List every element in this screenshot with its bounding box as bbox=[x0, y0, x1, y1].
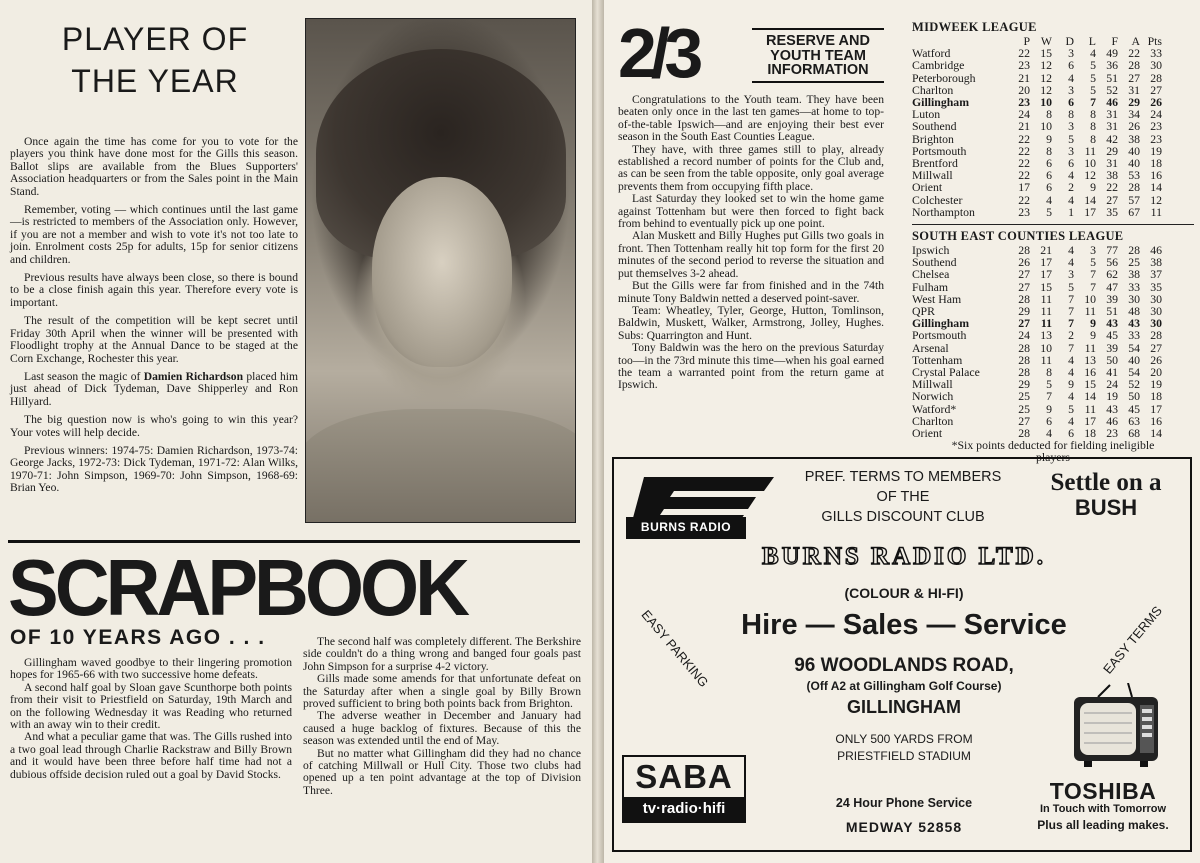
stat-cell: 3 bbox=[1068, 267, 1074, 282]
stat-cell: 5 bbox=[1068, 131, 1074, 146]
stat-cell: 17 bbox=[1018, 180, 1030, 195]
stat-cell: 16 bbox=[1084, 365, 1096, 380]
stat-cell: 17 bbox=[1040, 255, 1052, 270]
stat-cell: 50 bbox=[1128, 389, 1140, 404]
stat-cell: 26 bbox=[1150, 95, 1162, 110]
stat-cell: 31 bbox=[1106, 156, 1118, 171]
scrapbook-subtitle: OF 10 YEARS AGO . . . bbox=[10, 626, 266, 649]
sec-row bbox=[912, 329, 1162, 341]
stat-cell: 27 bbox=[1106, 192, 1118, 207]
stat-cell: 2 bbox=[1068, 180, 1074, 195]
company-name: BURNS RADIO LTD. bbox=[762, 543, 1046, 570]
stat-cell: 5 bbox=[1090, 82, 1096, 97]
stat-cell: 10 bbox=[1040, 95, 1052, 110]
stat-cell: 22 bbox=[1018, 143, 1030, 158]
scrapbook-col1: Gillingham waved goodbye to their lingering promotion hopes for 1965-66 with two successive home defeats. A second half goal by Sloan gave Scunthorpe both points from their visit to Priestfield on Saturday, 19th March and on the following Wednesday it was Reading who returned with an away win to their credit. And what a peculiar game that was. The Gills rushed into a two goal lead through Charlie Rackstraw and Billy Brown and it would have been three before half time had not a dubious offside decision ruled out a goal by David Stocks. bbox=[10, 656, 292, 781]
stat-cell: 30 bbox=[1150, 58, 1162, 73]
stat-cell: 14 bbox=[1150, 426, 1162, 441]
stat-cell: 23 bbox=[1018, 95, 1030, 110]
stat-cell: 11 bbox=[1040, 352, 1052, 367]
team-name: West Ham bbox=[912, 291, 962, 306]
stat-cell: 9 bbox=[1046, 131, 1052, 146]
team-name: Watford bbox=[912, 46, 951, 61]
sec-row bbox=[912, 268, 1162, 280]
team-name: Watford* bbox=[912, 401, 957, 416]
stat-cell: 21 bbox=[1040, 243, 1052, 258]
stat-cell: 27 bbox=[1150, 340, 1162, 355]
team-name: Northampton bbox=[912, 204, 975, 219]
stat-cell: 7 bbox=[1068, 291, 1074, 306]
stat-cell: 77 bbox=[1106, 243, 1118, 258]
midweek-row bbox=[912, 59, 1162, 71]
stat-cell: 28 bbox=[1018, 365, 1030, 380]
stat-cell: 35 bbox=[1150, 279, 1162, 294]
stat-cell: 30 bbox=[1150, 291, 1162, 306]
off-a2: (Off A2 at Gillingham Golf Course) bbox=[806, 679, 1002, 693]
page-section-number: 2/3 bbox=[618, 22, 698, 88]
stat-cell: 46 bbox=[1106, 413, 1118, 428]
stat-cell: 24 bbox=[1150, 107, 1162, 122]
stat-cell: 7 bbox=[1068, 304, 1074, 319]
hire-sales-service: Hire — Sales — Service bbox=[741, 609, 1067, 641]
stat-cell: 22 bbox=[1018, 131, 1030, 146]
tv-icon bbox=[1072, 683, 1160, 769]
stat-cell: 12 bbox=[1040, 58, 1052, 73]
stat-cell: 29 bbox=[1106, 143, 1118, 158]
team-name: Orient bbox=[912, 426, 943, 441]
column-header: D bbox=[1065, 34, 1074, 48]
stat-cell: 10 bbox=[1040, 340, 1052, 355]
team-name: Orient bbox=[912, 180, 943, 195]
stat-cell: 8 bbox=[1090, 131, 1096, 146]
stat-cell: 45 bbox=[1106, 328, 1118, 343]
player-title: PLAYER OF THE YEAR bbox=[61, 21, 249, 99]
stat-cell: 40 bbox=[1128, 143, 1140, 158]
stat-cell: 8 bbox=[1090, 119, 1096, 134]
team-name: QPR bbox=[912, 304, 935, 319]
stat-cell: 9 bbox=[1090, 328, 1096, 343]
stat-cell: 29 bbox=[1128, 95, 1140, 110]
stat-cell: 14 bbox=[1084, 192, 1096, 207]
reserve-heading: RESERVE AND YOUTH TEAM INFORMATION bbox=[752, 28, 884, 83]
stat-cell: 9 bbox=[1090, 180, 1096, 195]
stat-cell: 22 bbox=[1018, 168, 1030, 183]
stat-cell: 21 bbox=[1018, 119, 1030, 134]
stat-cell: 29 bbox=[1018, 377, 1030, 392]
stat-cell: 23 bbox=[1150, 131, 1162, 146]
team-name: Tottenham bbox=[912, 352, 963, 367]
stat-cell: 42 bbox=[1106, 131, 1118, 146]
stat-cell: 57 bbox=[1128, 192, 1140, 207]
stat-cell: 11 bbox=[1040, 316, 1052, 331]
stat-cell: 3 bbox=[1068, 143, 1074, 158]
stat-cell: 7 bbox=[1046, 389, 1052, 404]
stat-cell: 17 bbox=[1040, 267, 1052, 282]
stat-cell: 43 bbox=[1106, 316, 1118, 331]
scrapbook-col2: The second half was completely different. The Berkshire side couldn't do a thing wrong and banged four goals past John Simpson for a surprise 4-2 victory. Gills made some amends for that unfortunate defeat on the Saturday after when a single goal by Billy Brown proved sufficient to bring both points back from Brighton. The adverse weather in December and January had caused a huge backlog of fixtures. Because of this the season was extended until the end of May. But no matter what Gillingham did they had no chance of catching Millwall or Hull City. Those two clubs had opened up a ten point advantage at the top of Division Three. bbox=[303, 635, 581, 797]
stat-cell: 18 bbox=[1084, 426, 1096, 441]
stat-cell: 6 bbox=[1068, 426, 1074, 441]
stat-cell: 25 bbox=[1018, 401, 1030, 416]
stat-cell: 11 bbox=[1040, 291, 1052, 306]
stat-cell: 47 bbox=[1106, 279, 1118, 294]
stat-cell: 5 bbox=[1068, 401, 1074, 416]
column-header: W bbox=[1040, 34, 1052, 48]
stat-cell: 30 bbox=[1128, 291, 1140, 306]
stat-cell: 21 bbox=[1018, 70, 1030, 85]
stat-cell: 5 bbox=[1090, 58, 1096, 73]
stat-cell: 6 bbox=[1068, 95, 1074, 110]
stat-cell: 8 bbox=[1046, 365, 1052, 380]
stat-cell: 4 bbox=[1068, 70, 1074, 85]
stat-cell: 11 bbox=[1150, 204, 1162, 219]
team-name: Brentford bbox=[912, 156, 958, 171]
stat-cell: 49 bbox=[1106, 46, 1118, 61]
team-name: Brighton bbox=[912, 131, 954, 146]
column-header: P bbox=[1023, 34, 1030, 48]
stat-cell: 6 bbox=[1046, 156, 1052, 171]
stat-cell: 5 bbox=[1090, 255, 1096, 270]
stat-cell: 28 bbox=[1018, 426, 1030, 441]
toshiba-badge: TOSHIBA In Touch with Tomorrow Plus all leading makes. bbox=[1037, 778, 1169, 832]
sec-table bbox=[912, 244, 1162, 439]
column-header: A bbox=[1131, 34, 1140, 48]
stat-cell: 45 bbox=[1128, 401, 1140, 416]
stat-cell: 4 bbox=[1068, 389, 1074, 404]
stat-cell: 27 bbox=[1018, 267, 1030, 282]
stat-cell: 28 bbox=[1128, 58, 1140, 73]
stat-cell: 18 bbox=[1150, 389, 1162, 404]
address: 96 WOODLANDS ROAD, bbox=[794, 655, 1014, 676]
team-name: Southend bbox=[912, 255, 957, 270]
player-article: Once again the time has come for you to vote for the players you think have done most for the Gills this season. Ballot slips are available from the Blues Supporters' Association headquarters or from the Sales point in the Main Stand. Remember, voting — which continues until the last game—is restricted to members of the Association only. However, if you are not a member and wish to vote it's not too late to join. Enrolment costs 25p for adults, 15p for senior citizens and children. Previous results have always been close, so there is bound to be a close finish again this year. Therefore every vote is important. The result of the competition will be kept secret until Friday 30th April when the winner will be presented with Floodlight trophy at the Annual Dance to be staged at the Corn Exchange, Rochester this year. Last season the magic of Damien Richardson placed him just ahead of Dick Tydeman, Dave Shipperley and Ron Hillyard. The big question now is who's going to win this year? Your votes will help decide. Previous winners: 1974-75: Damien Richardson, 1973-74: George Jacks, 1972-73: Dick Tydeman, 1971-72: Alan Wilks, 1970-71: John Simpson, 1969-70: John Simpson, 1968-69: Brian Yeo. bbox=[10, 135, 298, 495]
team-name: Fulham bbox=[912, 279, 949, 294]
stat-cell: 27 bbox=[1128, 70, 1140, 85]
saba-logo: SABA tv·radio·hifi bbox=[622, 755, 746, 823]
team-name: Luton bbox=[912, 107, 941, 122]
stat-cell: 4 bbox=[1068, 365, 1074, 380]
stat-cell: 52 bbox=[1128, 377, 1140, 392]
stat-cell: 40 bbox=[1128, 156, 1140, 171]
stat-cell: 15 bbox=[1040, 279, 1052, 294]
stat-cell: 46 bbox=[1150, 243, 1162, 258]
stat-cell: 63 bbox=[1128, 413, 1140, 428]
colour-hifi: (COLOUR & HI-FI) bbox=[844, 585, 964, 601]
stat-cell: 11 bbox=[1084, 401, 1096, 416]
stat-cell: 16 bbox=[1150, 413, 1162, 428]
sec-row bbox=[912, 293, 1162, 305]
column-header: L bbox=[1088, 34, 1096, 48]
stat-cell: 43 bbox=[1106, 401, 1118, 416]
stat-cell: 1 bbox=[1068, 204, 1074, 219]
stat-cell: 51 bbox=[1106, 304, 1118, 319]
stat-cell: 6 bbox=[1046, 180, 1052, 195]
stat-cell: 25 bbox=[1128, 255, 1140, 270]
stat-cell: 36 bbox=[1106, 58, 1118, 73]
stat-cell: 54 bbox=[1128, 365, 1140, 380]
phone-service: 24 Hour Phone Service MEDWAY 52858 bbox=[835, 796, 973, 835]
stat-cell: 39 bbox=[1106, 291, 1118, 306]
team-name: Charlton bbox=[912, 413, 954, 428]
stat-cell: 52 bbox=[1106, 82, 1118, 97]
burns-logo: BURNS RADIO bbox=[624, 473, 784, 541]
stat-cell: 3 bbox=[1068, 119, 1074, 134]
stat-cell: 54 bbox=[1128, 340, 1140, 355]
stat-cell: 14 bbox=[1150, 180, 1162, 195]
column-header: F bbox=[1111, 34, 1118, 48]
midweek-row bbox=[912, 96, 1162, 108]
midweek-row bbox=[912, 133, 1162, 145]
stat-cell: 22 bbox=[1018, 46, 1030, 61]
stat-cell: 38 bbox=[1150, 255, 1162, 270]
stat-cell: 38 bbox=[1128, 131, 1140, 146]
stat-cell: 27 bbox=[1018, 413, 1030, 428]
stat-cell: 15 bbox=[1040, 46, 1052, 61]
stat-cell: 4 bbox=[1068, 243, 1074, 258]
team-name: Southend bbox=[912, 119, 957, 134]
stat-cell: 8 bbox=[1090, 107, 1096, 122]
stat-cell: 3 bbox=[1090, 243, 1096, 258]
stat-cell: 62 bbox=[1106, 267, 1118, 282]
stat-cell: 22 bbox=[1128, 46, 1140, 61]
left-page bbox=[0, 0, 592, 863]
team-name: Peterborough bbox=[912, 70, 976, 85]
stat-cell: 8 bbox=[1068, 107, 1074, 122]
stat-cell: 39 bbox=[1106, 340, 1118, 355]
scrapbook-title: SCRAPBOOK bbox=[8, 552, 467, 624]
stat-cell: 5 bbox=[1046, 204, 1052, 219]
stat-cell: 7 bbox=[1068, 340, 1074, 355]
stat-cell: 48 bbox=[1128, 304, 1140, 319]
stat-cell: 68 bbox=[1128, 426, 1140, 441]
stat-cell: 31 bbox=[1106, 119, 1118, 134]
stat-cell: 35 bbox=[1106, 204, 1118, 219]
right-page bbox=[604, 0, 1200, 863]
team-name: Charlton bbox=[912, 82, 954, 97]
stat-cell: 9 bbox=[1046, 401, 1052, 416]
stat-cell: 4 bbox=[1068, 413, 1074, 428]
stat-cell: 22 bbox=[1018, 192, 1030, 207]
stat-cell: 11 bbox=[1084, 304, 1096, 319]
stat-cell: 33 bbox=[1128, 328, 1140, 343]
stat-cell: 28 bbox=[1018, 243, 1030, 258]
stat-cell: 19 bbox=[1150, 143, 1162, 158]
spine bbox=[592, 0, 604, 863]
stat-cell: 8 bbox=[1046, 107, 1052, 122]
stat-cell: 25 bbox=[1018, 389, 1030, 404]
stat-cell: 13 bbox=[1084, 352, 1096, 367]
stat-cell: 24 bbox=[1018, 328, 1030, 343]
midweek-table bbox=[912, 35, 1162, 218]
stat-cell: 4 bbox=[1046, 426, 1052, 441]
stat-cell: 24 bbox=[1106, 377, 1118, 392]
stat-cell: 19 bbox=[1150, 377, 1162, 392]
stat-cell: 31 bbox=[1128, 82, 1140, 97]
stat-cell: 51 bbox=[1106, 70, 1118, 85]
team-name: Colchester bbox=[912, 192, 963, 207]
stat-cell: 50 bbox=[1106, 352, 1118, 367]
midweek-row bbox=[912, 206, 1162, 218]
easy-terms: EASY TERMS bbox=[1100, 603, 1166, 677]
midweek-row bbox=[912, 120, 1162, 132]
stat-cell: 7 bbox=[1090, 95, 1096, 110]
team-name: Arsenal bbox=[912, 340, 949, 355]
stat-cell: 7 bbox=[1068, 316, 1074, 331]
team-name: Chelsea bbox=[912, 267, 950, 282]
stat-cell: 53 bbox=[1128, 168, 1140, 183]
town: GILLINGHAM bbox=[847, 697, 961, 717]
stat-cell: 4 bbox=[1090, 46, 1096, 61]
stat-cell: 19 bbox=[1106, 389, 1118, 404]
stat-cell: 17 bbox=[1084, 413, 1096, 428]
stat-cell: 28 bbox=[1150, 328, 1162, 343]
sec-row bbox=[912, 415, 1162, 427]
stat-cell: 12 bbox=[1040, 70, 1052, 85]
stat-cell: 28 bbox=[1150, 70, 1162, 85]
footnote: *Six points deducted for fielding ineligible players bbox=[951, 438, 1155, 465]
stat-cell: 17 bbox=[1150, 401, 1162, 416]
bush-badge: Settle on a BUSH bbox=[1050, 469, 1162, 520]
stat-cell: 11 bbox=[1084, 340, 1096, 355]
stat-cell: 9 bbox=[1068, 377, 1074, 392]
stat-cell: 17 bbox=[1084, 204, 1096, 219]
stat-cell: 18 bbox=[1150, 156, 1162, 171]
team-name: Portsmouth bbox=[912, 143, 967, 158]
stat-cell: 6 bbox=[1046, 168, 1052, 183]
stat-cell: 24 bbox=[1018, 107, 1030, 122]
reserve-article: Congratulations to the Youth team. They have been beaten only once in the last ten games—at home to top-of-the-table Ipswich—and are enjoying their best ever season in the South East Counties League. They have, with three games still to play, already established a record number of points for the Club and, as can be seen from the table opposite, only goal average prevents them from occupying fifth place. Last Saturday they looked set to win the home game against Tottenham but were then forced to fight back from behind to eventually pick up one point. Alan Muskett and Billy Hughes put Gills two goals in front. Then Tottenham really hit top form for the first 20 minutes of the second period to reverse the situation and put themselves 3-2 ahead. But the Gills were far from finished and in the 74th minute Tony Baldwin netted a deserved point-saver. Team: Wheatley, Tyler, George, Hutton, Tomlinson, Baldwin, Muskett, Walker, Armstrong, Jolley, Hughes. Subs: Quarrington and Hunt. Tony Baldwin was the hero on the previous Saturday too—in the 73rd minute this time—when his goal earned the team a warranted point from the return game at Ipswich. bbox=[618, 93, 884, 392]
sec-row bbox=[912, 390, 1162, 402]
stat-cell: 23 bbox=[1018, 204, 1030, 219]
stat-cell: 26 bbox=[1150, 352, 1162, 367]
stat-cell: 6 bbox=[1046, 413, 1052, 428]
stat-cell: 28 bbox=[1018, 352, 1030, 367]
stat-cell: 33 bbox=[1150, 46, 1162, 61]
stat-cell: 10 bbox=[1084, 291, 1096, 306]
stat-cell: 4 bbox=[1068, 255, 1074, 270]
league-tables bbox=[912, 20, 1194, 463]
stat-cell: 11 bbox=[1084, 143, 1096, 158]
sec-title: SOUTH EAST COUNTIES LEAGUE bbox=[912, 224, 1194, 244]
stat-cell: 6 bbox=[1068, 58, 1074, 73]
sec-row bbox=[912, 256, 1162, 268]
stat-cell: 23 bbox=[1106, 426, 1118, 441]
stat-cell: 22 bbox=[1018, 156, 1030, 171]
stat-cell: 4 bbox=[1068, 192, 1074, 207]
team-name: Gillingham bbox=[912, 316, 970, 331]
team-name: Gillingham bbox=[912, 95, 970, 110]
stat-cell: 5 bbox=[1090, 70, 1096, 85]
stat-cell: 28 bbox=[1128, 180, 1140, 195]
stat-cell: 67 bbox=[1128, 204, 1140, 219]
stat-cell: 7 bbox=[1090, 279, 1096, 294]
stat-cell: 30 bbox=[1150, 304, 1162, 319]
stat-cell: 30 bbox=[1150, 316, 1162, 331]
stat-cell: 2 bbox=[1068, 328, 1074, 343]
stat-cell: 10 bbox=[1040, 119, 1052, 134]
stat-cell: 28 bbox=[1128, 243, 1140, 258]
easy-parking: EASY PARKING bbox=[638, 607, 712, 690]
player-photo bbox=[305, 18, 576, 523]
stat-cell: 28 bbox=[1018, 340, 1030, 355]
stat-cell: 29 bbox=[1018, 304, 1030, 319]
stat-cell: 33 bbox=[1128, 279, 1140, 294]
stat-cell: 4 bbox=[1068, 352, 1074, 367]
column-header: Pts bbox=[1147, 34, 1162, 48]
stat-cell: 12 bbox=[1084, 168, 1096, 183]
stat-cell: 5 bbox=[1046, 377, 1052, 392]
stat-cell: 4 bbox=[1046, 192, 1052, 207]
stat-cell: 37 bbox=[1150, 267, 1162, 282]
section-divider bbox=[8, 540, 580, 543]
stat-cell: 27 bbox=[1018, 279, 1030, 294]
stat-cell: 41 bbox=[1106, 365, 1118, 380]
stat-cell: 20 bbox=[1150, 365, 1162, 380]
stat-cell: 8 bbox=[1046, 143, 1052, 158]
team-name: Norwich bbox=[912, 389, 954, 404]
team-name: Millwall bbox=[912, 168, 953, 183]
stat-cell: 34 bbox=[1128, 107, 1140, 122]
stat-cell: 23 bbox=[1018, 58, 1030, 73]
stat-cell: 27 bbox=[1150, 82, 1162, 97]
stat-cell: 31 bbox=[1106, 107, 1118, 122]
midweek-row bbox=[912, 181, 1162, 193]
stat-cell: 14 bbox=[1084, 389, 1096, 404]
team-name: Ipswich bbox=[912, 243, 950, 258]
stat-cell: 16 bbox=[1150, 168, 1162, 183]
stat-cell: 43 bbox=[1128, 316, 1140, 331]
stat-cell: 5 bbox=[1068, 279, 1074, 294]
stat-cell: 23 bbox=[1150, 119, 1162, 134]
stat-cell: 38 bbox=[1106, 168, 1118, 183]
stat-cell: 46 bbox=[1106, 95, 1118, 110]
stat-cell: 56 bbox=[1106, 255, 1118, 270]
stat-cell: 3 bbox=[1068, 82, 1074, 97]
midweek-title: MIDWEEK LEAGUE bbox=[912, 20, 1037, 34]
stat-cell: 11 bbox=[1040, 304, 1052, 319]
stat-cell: 26 bbox=[1018, 255, 1030, 270]
only-500-yards: ONLY 500 YARDS FROM PRIESTFIELD STADIUM bbox=[835, 732, 973, 763]
stat-cell: 20 bbox=[1018, 82, 1030, 97]
stat-cell: 9 bbox=[1090, 316, 1096, 331]
stat-cell: 13 bbox=[1040, 328, 1052, 343]
team-name: Crystal Palace bbox=[912, 365, 980, 380]
stat-cell: 40 bbox=[1128, 352, 1140, 367]
stat-cell: 3 bbox=[1068, 46, 1074, 61]
team-name: Portsmouth bbox=[912, 328, 967, 343]
stat-cell: 6 bbox=[1068, 156, 1074, 171]
stat-cell: 27 bbox=[1018, 316, 1030, 331]
stat-cell: 4 bbox=[1068, 168, 1074, 183]
team-name: Cambridge bbox=[912, 58, 965, 73]
stat-cell: 22 bbox=[1106, 180, 1118, 195]
pref-terms: PREF. TERMS TO MEMBERS OF THE GILLS DISCOUNT CLUB bbox=[804, 469, 1002, 525]
stat-cell: 15 bbox=[1084, 377, 1096, 392]
stat-cell: 7 bbox=[1090, 267, 1096, 282]
stat-cell: 26 bbox=[1128, 119, 1140, 134]
stat-cell: 12 bbox=[1040, 82, 1052, 97]
stat-cell: 10 bbox=[1084, 156, 1096, 171]
burns-radio-advert bbox=[612, 457, 1192, 852]
stat-cell: 12 bbox=[1150, 192, 1162, 207]
midweek-row bbox=[912, 194, 1162, 206]
stat-cell: 38 bbox=[1128, 267, 1140, 282]
team-name: Millwall bbox=[912, 377, 953, 392]
midweek-row bbox=[912, 169, 1162, 181]
midweek-row bbox=[912, 72, 1162, 84]
stat-cell: 28 bbox=[1018, 291, 1030, 306]
